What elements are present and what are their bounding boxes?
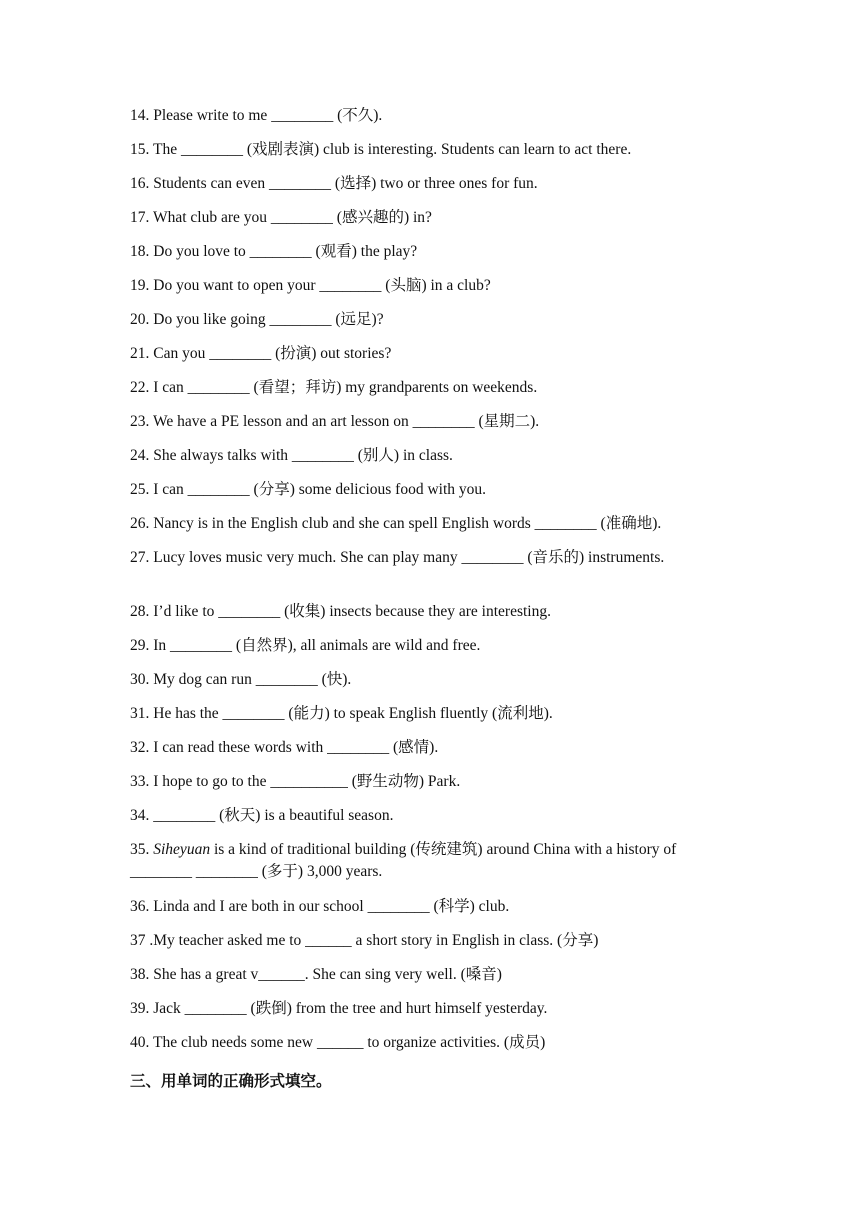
question-26: 26. Nancy is in the English club and she can spell English words ________ (准确地). — [130, 515, 662, 532]
question-40: 40. The club needs some new ______ to organize activities. (成员) — [130, 1034, 546, 1051]
question-14: 14. Please write to me ________ (不久). — [130, 107, 383, 124]
question-24: 24. She always talks with ________ (别人) in class. — [130, 447, 453, 464]
question-35: 35. Siheyuan is a kind of traditional building (传统建筑) around China with a history of ________ ________ (多于) 3,000 years. — [130, 841, 677, 880]
question-37: 37 .My teacher asked me to ______ a short story in English in class. (分享) — [130, 932, 599, 949]
question-16: 16. Students can even ________ (选择) two or three ones for fun. — [130, 175, 538, 192]
question-20: 20. Do you like going ________ (远足)? — [130, 311, 384, 328]
question-22: 22. I can ________ (看望；拜访) my grandparents on weekends. — [130, 379, 538, 396]
section-heading: 三、用单词的正确形式填空。 — [130, 1072, 332, 1090]
italic-term: Siheyuan — [153, 841, 211, 858]
question-33: 33. I hope to go to the __________ (野生动物) Park. — [130, 773, 461, 790]
question-32: 32. I can read these words with ________ (感情). — [130, 739, 439, 756]
question-21: 21. Can you ________ (扮演) out stories? — [130, 345, 392, 362]
question-25: 25. I can ________ (分享) some delicious food with you. — [130, 481, 487, 498]
question-29: 29. In ________ (自然界), all animals are wild and free. — [130, 637, 481, 654]
question-30: 30. My dog can run ________ (快). — [130, 671, 352, 688]
question-15: 15. The ________ (戏剧表演) club is interesting. Students can learn to act there. — [130, 141, 632, 158]
question-39: 39. Jack ________ (跌倒) from the tree and hurt himself yesterday. — [130, 1000, 548, 1017]
question-18: 18. Do you love to ________ (观看) the play? — [130, 243, 418, 260]
question-17: 17. What club are you ________ (感兴趣的) in? — [130, 209, 432, 226]
question-36: 36. Linda and I are both in our school ________ (科学) club. — [130, 898, 510, 915]
question-34: 34. ________ (秋天) is a beautiful season. — [130, 807, 394, 824]
question-28: 28. I’d like to ________ (收集) insects because they are interesting. — [130, 603, 551, 620]
question-31: 31. He has the ________ (能力) to speak English fluently (流利地). — [130, 705, 553, 722]
question-19: 19. Do you want to open your ________ (头脑) in a club? — [130, 277, 491, 294]
question-27: 27. Lucy loves music very much. She can play many ________ (音乐的) instruments. — [130, 549, 665, 566]
question-23: 23. We have a PE lesson and an art lesson on ________ (星期二). — [130, 413, 540, 430]
question-38: 38. She has a great v______. She can sing very well. (嗓音) — [130, 966, 502, 983]
